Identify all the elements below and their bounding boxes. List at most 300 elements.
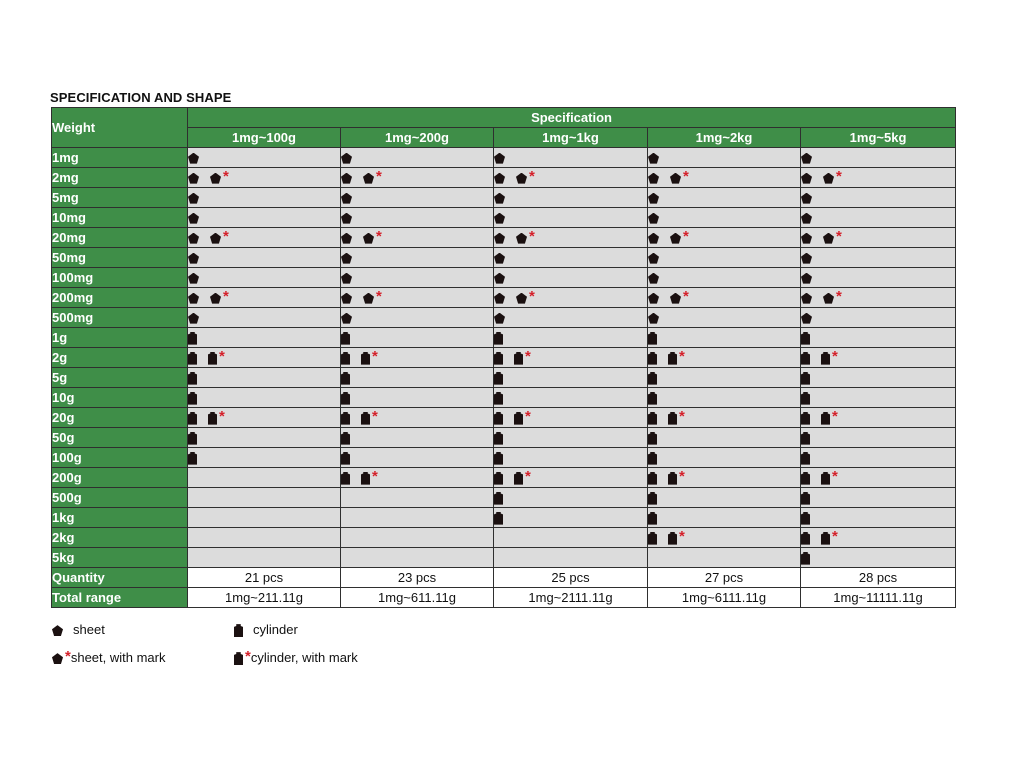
cylinder-icon xyxy=(648,332,657,345)
cylinder-shape xyxy=(801,412,810,425)
sheet-icon xyxy=(648,213,659,224)
table-row xyxy=(52,528,956,548)
weight-label: 10g xyxy=(52,388,188,408)
cylinder-icon xyxy=(494,352,503,365)
sheet-icon xyxy=(823,233,834,244)
cylinder-shape xyxy=(341,332,350,345)
sheet-shape xyxy=(188,193,199,204)
cylinder-icon xyxy=(668,352,677,365)
shape-cell xyxy=(801,428,956,448)
mark-asterisk: * xyxy=(679,347,685,365)
sheet-shape xyxy=(670,293,681,304)
cylinder-shape xyxy=(821,472,830,485)
sheet-icon xyxy=(341,273,352,284)
mark-asterisk: * xyxy=(65,648,71,665)
cylinder-shape xyxy=(494,432,503,445)
cylinder-icon xyxy=(494,392,503,405)
shape-cell xyxy=(494,468,648,488)
sheet-icon xyxy=(494,193,505,204)
cylinder-icon xyxy=(188,392,197,405)
cylinder-icon xyxy=(668,472,677,485)
cylinder-icon xyxy=(801,472,810,485)
table-row xyxy=(52,348,956,368)
shape-cell xyxy=(801,148,956,168)
cylinder-shape xyxy=(341,372,350,385)
shape-cell xyxy=(648,188,801,208)
table-row xyxy=(52,448,956,468)
sheet-shape xyxy=(188,273,199,284)
shape-cell xyxy=(801,288,956,308)
weight-label: 20g xyxy=(52,408,188,428)
cylinder-icon xyxy=(494,492,503,505)
weight-label: 1g xyxy=(52,328,188,348)
sheet-shape xyxy=(341,173,352,184)
shape-cell xyxy=(494,488,648,508)
weight-label: 5g xyxy=(52,368,188,388)
sheet-icon xyxy=(670,293,681,304)
table-row xyxy=(52,288,956,308)
total-range-value: 1mg~11111.11g xyxy=(801,588,956,608)
sheet-shape xyxy=(494,273,505,284)
cylinder-icon xyxy=(361,472,370,485)
shape-cell xyxy=(801,508,956,528)
shape-cell xyxy=(648,208,801,228)
sheet-shape xyxy=(188,213,199,224)
legend-cylinder-mark xyxy=(234,650,358,665)
mark-asterisk: * xyxy=(219,347,225,365)
shape-cell xyxy=(648,388,801,408)
shape-cell xyxy=(648,548,801,568)
sheet-shape xyxy=(494,193,505,204)
sheet-shape xyxy=(801,153,812,164)
shape-cell xyxy=(494,348,648,368)
sheet-shape xyxy=(648,273,659,284)
mark-asterisk: * xyxy=(525,347,531,365)
table-row xyxy=(52,328,956,348)
sheet-icon xyxy=(494,233,505,244)
mark-asterisk: * xyxy=(679,407,685,425)
cylinder-icon xyxy=(648,532,657,545)
table-row xyxy=(52,308,956,328)
sheet-shape xyxy=(363,233,374,244)
total-range-value: 1mg~211.11g xyxy=(188,588,341,608)
mark-asterisk: * xyxy=(245,648,251,665)
shape-cell xyxy=(341,448,494,468)
sheet-icon xyxy=(494,313,505,324)
table-body xyxy=(52,148,956,568)
shape-cell xyxy=(648,268,801,288)
cylinder-shape xyxy=(801,532,810,545)
cylinder-icon xyxy=(494,452,503,465)
shape-cell xyxy=(648,228,801,248)
cylinder-shape xyxy=(494,472,503,485)
cylinder-shape xyxy=(361,472,370,485)
legend-cylinder-mark-label: cylinder, with mark xyxy=(250,650,358,665)
shape-cell xyxy=(494,188,648,208)
cylinder-icon xyxy=(188,352,197,365)
cylinder-icon xyxy=(648,412,657,425)
sheet-icon xyxy=(801,293,812,304)
cylinder-shape xyxy=(188,452,197,465)
legend-sheet-mark-label: sheet, with mark xyxy=(70,650,166,665)
cylinder-icon xyxy=(648,452,657,465)
cylinder-icon xyxy=(234,624,243,637)
table-row xyxy=(52,428,956,448)
column-header: 1mg~1kg xyxy=(494,128,648,148)
cylinder-shape xyxy=(648,432,657,445)
shape-cell xyxy=(341,208,494,228)
mark-asterisk: * xyxy=(836,167,842,185)
sheet-icon xyxy=(801,233,812,244)
cylinder-shape xyxy=(648,472,657,485)
specification-table xyxy=(51,107,956,608)
shape-cell xyxy=(341,248,494,268)
shape-cell xyxy=(341,308,494,328)
shape-cell xyxy=(494,408,648,428)
weight-label: 200mg xyxy=(52,288,188,308)
column-header: 1mg~5kg xyxy=(801,128,956,148)
sheet-shape xyxy=(341,313,352,324)
cylinder-shape xyxy=(494,372,503,385)
weight-label: 1kg xyxy=(52,508,188,528)
shape-cell xyxy=(648,508,801,528)
sheet-icon xyxy=(516,233,527,244)
sheet-icon xyxy=(823,293,834,304)
shape-cell xyxy=(188,148,341,168)
cylinder-icon xyxy=(494,512,503,525)
cylinder-icon xyxy=(514,472,523,485)
sheet-shape xyxy=(648,153,659,164)
cylinder-icon xyxy=(514,412,523,425)
cylinder-shape xyxy=(341,452,350,465)
sheet-shape xyxy=(363,173,374,184)
sheet-icon xyxy=(801,213,812,224)
mark-asterisk: * xyxy=(525,467,531,485)
cylinder-shape xyxy=(801,432,810,445)
sheet-shape xyxy=(670,233,681,244)
weight-header: Weight xyxy=(52,108,188,148)
sheet-shape xyxy=(823,293,834,304)
quantity-label: Quantity xyxy=(52,568,188,588)
shape-cell xyxy=(188,508,341,528)
sheet-icon xyxy=(648,233,659,244)
cylinder-shape xyxy=(494,452,503,465)
legend-sheet-mark xyxy=(52,650,166,665)
mark-asterisk: * xyxy=(223,227,229,245)
cylinder-icon xyxy=(648,372,657,385)
shape-cell xyxy=(188,208,341,228)
mark-asterisk: * xyxy=(372,347,378,365)
shape-cell xyxy=(188,228,341,248)
sheet-icon xyxy=(801,273,812,284)
sheet-shape xyxy=(648,293,659,304)
sheet-shape xyxy=(341,153,352,164)
shape-cell xyxy=(494,448,648,468)
cylinder-shape xyxy=(341,432,350,445)
sheet-shape xyxy=(801,253,812,264)
quantity-value: 21 pcs xyxy=(188,568,341,588)
specification-header: Specification xyxy=(188,108,956,128)
weight-label: 100mg xyxy=(52,268,188,288)
weight-label: 5mg xyxy=(52,188,188,208)
shape-cell xyxy=(801,488,956,508)
shape-cell xyxy=(801,548,956,568)
shape-cell xyxy=(188,528,341,548)
sheet-icon xyxy=(648,193,659,204)
cylinder-icon xyxy=(208,412,217,425)
table-row xyxy=(52,548,956,568)
shape-cell xyxy=(341,368,494,388)
table-row xyxy=(52,408,956,428)
cylinder-shape xyxy=(801,512,810,525)
shape-cell xyxy=(648,248,801,268)
sheet-icon xyxy=(188,313,199,324)
cylinder-shape xyxy=(668,352,677,365)
weight-label: 500mg xyxy=(52,308,188,328)
cylinder-shape xyxy=(801,352,810,365)
shape-cell xyxy=(188,368,341,388)
cylinder-shape xyxy=(801,552,810,565)
mark-asterisk: * xyxy=(223,287,229,305)
cylinder-shape xyxy=(648,352,657,365)
shape-cell xyxy=(341,148,494,168)
cylinder-shape xyxy=(494,332,503,345)
shape-cell xyxy=(341,288,494,308)
sheet-icon xyxy=(801,253,812,264)
sheet-icon xyxy=(801,313,812,324)
cylinder-shape xyxy=(801,332,810,345)
cylinder-icon xyxy=(341,472,350,485)
mark-asterisk: * xyxy=(376,227,382,245)
shape-cell xyxy=(494,308,648,328)
cylinder-shape xyxy=(648,512,657,525)
sheet-shape xyxy=(341,213,352,224)
shape-cell xyxy=(341,268,494,288)
sheet-icon xyxy=(341,213,352,224)
cylinder-icon xyxy=(801,512,810,525)
shape-cell xyxy=(801,268,956,288)
cylinder-icon xyxy=(494,432,503,445)
cylinder-shape xyxy=(188,412,197,425)
column-header: 1mg~2kg xyxy=(648,128,801,148)
shape-cell xyxy=(341,408,494,428)
shape-cell xyxy=(188,448,341,468)
cylinder-shape xyxy=(801,392,810,405)
shape-cell xyxy=(648,468,801,488)
cylinder-icon xyxy=(188,412,197,425)
table-row xyxy=(52,168,956,188)
mark-asterisk: * xyxy=(372,467,378,485)
shape-cell xyxy=(341,168,494,188)
shape-cell xyxy=(494,428,648,448)
cylinder-icon xyxy=(648,512,657,525)
cylinder-icon xyxy=(801,392,810,405)
cylinder-icon xyxy=(208,352,217,365)
sheet-shape xyxy=(823,173,834,184)
mark-asterisk: * xyxy=(832,527,838,545)
table-row xyxy=(52,148,956,168)
mark-asterisk: * xyxy=(529,287,535,305)
sheet-icon xyxy=(210,233,221,244)
sheet-shape xyxy=(801,313,812,324)
cylinder-icon xyxy=(821,472,830,485)
sheet-icon xyxy=(341,233,352,244)
cylinder-icon xyxy=(801,412,810,425)
sheet-shape xyxy=(188,153,199,164)
sheet-icon xyxy=(648,313,659,324)
shape-cell xyxy=(801,368,956,388)
shape-cell xyxy=(494,228,648,248)
sheet-icon xyxy=(210,173,221,184)
quantity-value: 25 pcs xyxy=(494,568,648,588)
shape-cell xyxy=(494,208,648,228)
sheet-shape xyxy=(188,233,199,244)
sheet-icon xyxy=(363,293,374,304)
cylinder-shape xyxy=(648,532,657,545)
shape-cell xyxy=(494,268,648,288)
shape-cell xyxy=(801,448,956,468)
shape-cell xyxy=(494,288,648,308)
cylinder-icon xyxy=(188,372,197,385)
table-row xyxy=(52,368,956,388)
cylinder-shape xyxy=(514,412,523,425)
cylinder-shape xyxy=(801,472,810,485)
sheet-icon xyxy=(341,313,352,324)
shape-cell xyxy=(188,548,341,568)
shape-cell xyxy=(188,468,341,488)
quantity-value: 27 pcs xyxy=(648,568,801,588)
table-row xyxy=(52,188,956,208)
mark-asterisk: * xyxy=(832,407,838,425)
total-range-value: 1mg~611.11g xyxy=(341,588,494,608)
table-row xyxy=(52,228,956,248)
sheet-icon xyxy=(516,173,527,184)
shape-cell xyxy=(801,168,956,188)
table-row xyxy=(52,488,956,508)
shape-cell xyxy=(188,308,341,328)
weight-label: 2kg xyxy=(52,528,188,548)
shape-cell xyxy=(648,308,801,328)
table-row xyxy=(52,508,956,528)
mark-asterisk: * xyxy=(376,167,382,185)
sheet-shape xyxy=(801,193,812,204)
table-row xyxy=(52,388,956,408)
table-row xyxy=(52,208,956,228)
quantity-value: 23 pcs xyxy=(341,568,494,588)
cylinder-icon xyxy=(341,372,350,385)
shape-cell xyxy=(801,308,956,328)
mark-asterisk: * xyxy=(372,407,378,425)
table-row xyxy=(52,248,956,268)
cylinder-shape xyxy=(188,392,197,405)
weight-label: 500g xyxy=(52,488,188,508)
sheet-icon xyxy=(188,213,199,224)
cylinder-shape xyxy=(341,472,350,485)
cylinder-shape xyxy=(361,412,370,425)
mark-asterisk: * xyxy=(683,287,689,305)
mark-asterisk: * xyxy=(832,467,838,485)
cylinder-shape xyxy=(821,352,830,365)
sheet-shape xyxy=(494,293,505,304)
sheet-icon xyxy=(494,293,505,304)
shape-cell xyxy=(188,268,341,288)
shape-cell xyxy=(801,188,956,208)
cylinder-shape xyxy=(668,532,677,545)
cylinder-icon xyxy=(648,472,657,485)
cylinder-icon xyxy=(341,452,350,465)
shape-cell xyxy=(494,548,648,568)
sheet-shape xyxy=(494,213,505,224)
sheet-shape xyxy=(341,293,352,304)
sheet-shape xyxy=(494,313,505,324)
cylinder-icon xyxy=(801,452,810,465)
shape-cell xyxy=(188,168,341,188)
sheet-icon xyxy=(363,173,374,184)
cylinder-icon xyxy=(514,352,523,365)
legend-cylinder xyxy=(234,622,298,637)
cylinder-icon xyxy=(801,432,810,445)
sheet-icon xyxy=(494,273,505,284)
sheet-icon xyxy=(494,153,505,164)
cylinder-shape xyxy=(668,412,677,425)
sheet-shape xyxy=(516,233,527,244)
quantity-value: 28 pcs xyxy=(801,568,956,588)
cylinder-shape xyxy=(648,452,657,465)
sheet-shape xyxy=(188,293,199,304)
sheet-shape xyxy=(648,193,659,204)
shape-cell xyxy=(341,328,494,348)
shape-cell xyxy=(648,428,801,448)
sheet-icon xyxy=(823,173,834,184)
shape-cell xyxy=(648,488,801,508)
weight-label: 100g xyxy=(52,448,188,468)
weight-label: 1mg xyxy=(52,148,188,168)
cylinder-icon xyxy=(801,552,810,565)
sheet-icon xyxy=(494,213,505,224)
sheet-shape xyxy=(801,233,812,244)
sheet-shape xyxy=(648,233,659,244)
shape-cell xyxy=(494,248,648,268)
cylinder-icon xyxy=(801,352,810,365)
sheet-icon xyxy=(188,253,199,264)
sheet-icon xyxy=(341,253,352,264)
sheet-shape xyxy=(516,173,527,184)
sheet-icon xyxy=(648,173,659,184)
cylinder-icon xyxy=(341,352,350,365)
shape-cell xyxy=(188,408,341,428)
sheet-shape xyxy=(188,313,199,324)
cylinder-icon xyxy=(341,432,350,445)
mark-asterisk: * xyxy=(683,167,689,185)
mark-asterisk: * xyxy=(683,227,689,245)
sheet-icon xyxy=(363,233,374,244)
page-title: SPECIFICATION AND SHAPE xyxy=(50,90,232,105)
sheet-shape xyxy=(188,253,199,264)
total-range-value: 1mg~6111.11g xyxy=(648,588,801,608)
cylinder-icon xyxy=(801,332,810,345)
shape-cell xyxy=(341,228,494,248)
mark-asterisk: * xyxy=(836,287,842,305)
cylinder-shape xyxy=(188,352,197,365)
shape-cell xyxy=(494,388,648,408)
cylinder-icon xyxy=(341,332,350,345)
shape-cell xyxy=(341,508,494,528)
sheet-shape xyxy=(341,193,352,204)
sheet-shape xyxy=(341,233,352,244)
shape-cell xyxy=(341,388,494,408)
sheet-shape xyxy=(363,293,374,304)
sheet-shape xyxy=(648,313,659,324)
